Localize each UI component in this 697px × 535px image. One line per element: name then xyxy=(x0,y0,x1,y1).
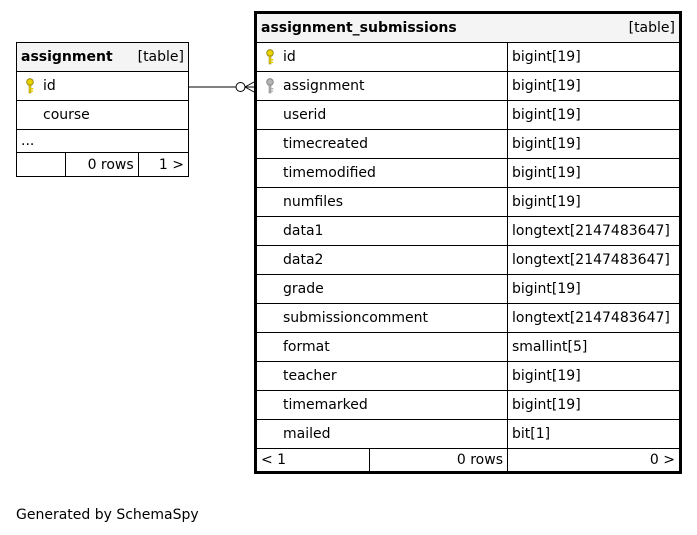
column-name: id xyxy=(43,78,56,94)
column-data2[interactable]: data2 xyxy=(256,246,508,275)
column-type: bigint[19] xyxy=(508,130,681,159)
table-row[interactable] xyxy=(256,362,681,391)
table-row[interactable] xyxy=(256,420,681,449)
table-row[interactable] xyxy=(17,101,189,130)
table-type: [table] xyxy=(628,20,675,36)
table-row[interactable] xyxy=(256,275,681,304)
footer-children[interactable]: 0 > xyxy=(508,449,681,473)
crowfoot-lower xyxy=(245,87,254,92)
footer-row-count: 0 rows xyxy=(370,449,508,473)
column-assignment[interactable] xyxy=(256,72,508,101)
column-type: bigint[19] xyxy=(508,43,681,72)
column-name: assignment xyxy=(283,78,365,94)
footer-parents[interactable] xyxy=(17,153,66,177)
table-row[interactable] xyxy=(256,333,681,362)
foreign-key-icon xyxy=(264,78,276,94)
generated-by-label: Generated by SchemaSpy xyxy=(16,507,199,523)
table-assignment[interactable] xyxy=(16,42,189,177)
column-course[interactable] xyxy=(17,101,189,130)
column-type: bigint[19] xyxy=(508,391,681,420)
column-grade[interactable]: grade xyxy=(256,275,508,304)
column-submissioncomment[interactable]: submissioncomment xyxy=(256,304,508,333)
table-row[interactable] xyxy=(256,159,681,188)
table-row[interactable] xyxy=(256,130,681,159)
primary-key-icon xyxy=(24,78,36,94)
table-row[interactable] xyxy=(17,72,189,101)
column-timecreated[interactable]: timecreated xyxy=(256,130,508,159)
footer-row-count: 0 rows xyxy=(66,153,138,177)
footer-children[interactable]: 1 > xyxy=(138,153,188,177)
column-id[interactable] xyxy=(17,72,189,101)
column-name: course xyxy=(43,107,90,123)
table-name[interactable]: assignment xyxy=(21,49,113,65)
table-row[interactable] xyxy=(256,101,681,130)
table-row[interactable] xyxy=(256,246,681,275)
more-columns[interactable]: ... xyxy=(17,130,189,153)
table-row[interactable] xyxy=(256,188,681,217)
table-footer xyxy=(17,153,189,177)
table-row[interactable] xyxy=(256,391,681,420)
column-type: bigint[19] xyxy=(508,275,681,304)
table-footer xyxy=(256,449,681,473)
column-format[interactable]: format xyxy=(256,333,508,362)
primary-key-icon xyxy=(264,49,276,65)
table-header[interactable] xyxy=(17,43,189,72)
column-type: bigint[19] xyxy=(508,72,681,101)
column-type: bigint[19] xyxy=(508,159,681,188)
column-timemarked[interactable]: timemarked xyxy=(256,391,508,420)
table-type: [table] xyxy=(137,49,184,65)
zero-cardinality-circle xyxy=(236,83,245,92)
column-type: bigint[19] xyxy=(508,188,681,217)
column-data1[interactable]: data1 xyxy=(256,217,508,246)
column-mailed[interactable]: mailed xyxy=(256,420,508,449)
column-numfiles[interactable]: numfiles xyxy=(256,188,508,217)
crowfoot-upper xyxy=(245,82,254,87)
table-row[interactable] xyxy=(256,304,681,333)
column-type: smallint[5] xyxy=(508,333,681,362)
column-type: longtext[2147483647] xyxy=(508,246,681,275)
column-type: longtext[2147483647] xyxy=(508,304,681,333)
footer-parents[interactable]: < 1 xyxy=(256,449,370,473)
column-timemodified[interactable]: timemodified xyxy=(256,159,508,188)
column-userid[interactable]: userid xyxy=(256,101,508,130)
column-type: bigint[19] xyxy=(508,362,681,391)
table-row[interactable] xyxy=(256,72,681,101)
column-name: id xyxy=(283,49,296,65)
column-teacher[interactable]: teacher xyxy=(256,362,508,391)
column-type: bigint[19] xyxy=(508,101,681,130)
table-row[interactable] xyxy=(256,43,681,72)
table-assignment-submissions[interactable] xyxy=(254,11,682,474)
column-type: longtext[2147483647] xyxy=(508,217,681,246)
table-row[interactable] xyxy=(256,217,681,246)
table-header[interactable] xyxy=(256,13,681,43)
table-row[interactable] xyxy=(17,130,189,153)
table-name[interactable]: assignment_submissions xyxy=(261,20,457,36)
column-id[interactable] xyxy=(256,43,508,72)
column-type: bit[1] xyxy=(508,420,681,449)
